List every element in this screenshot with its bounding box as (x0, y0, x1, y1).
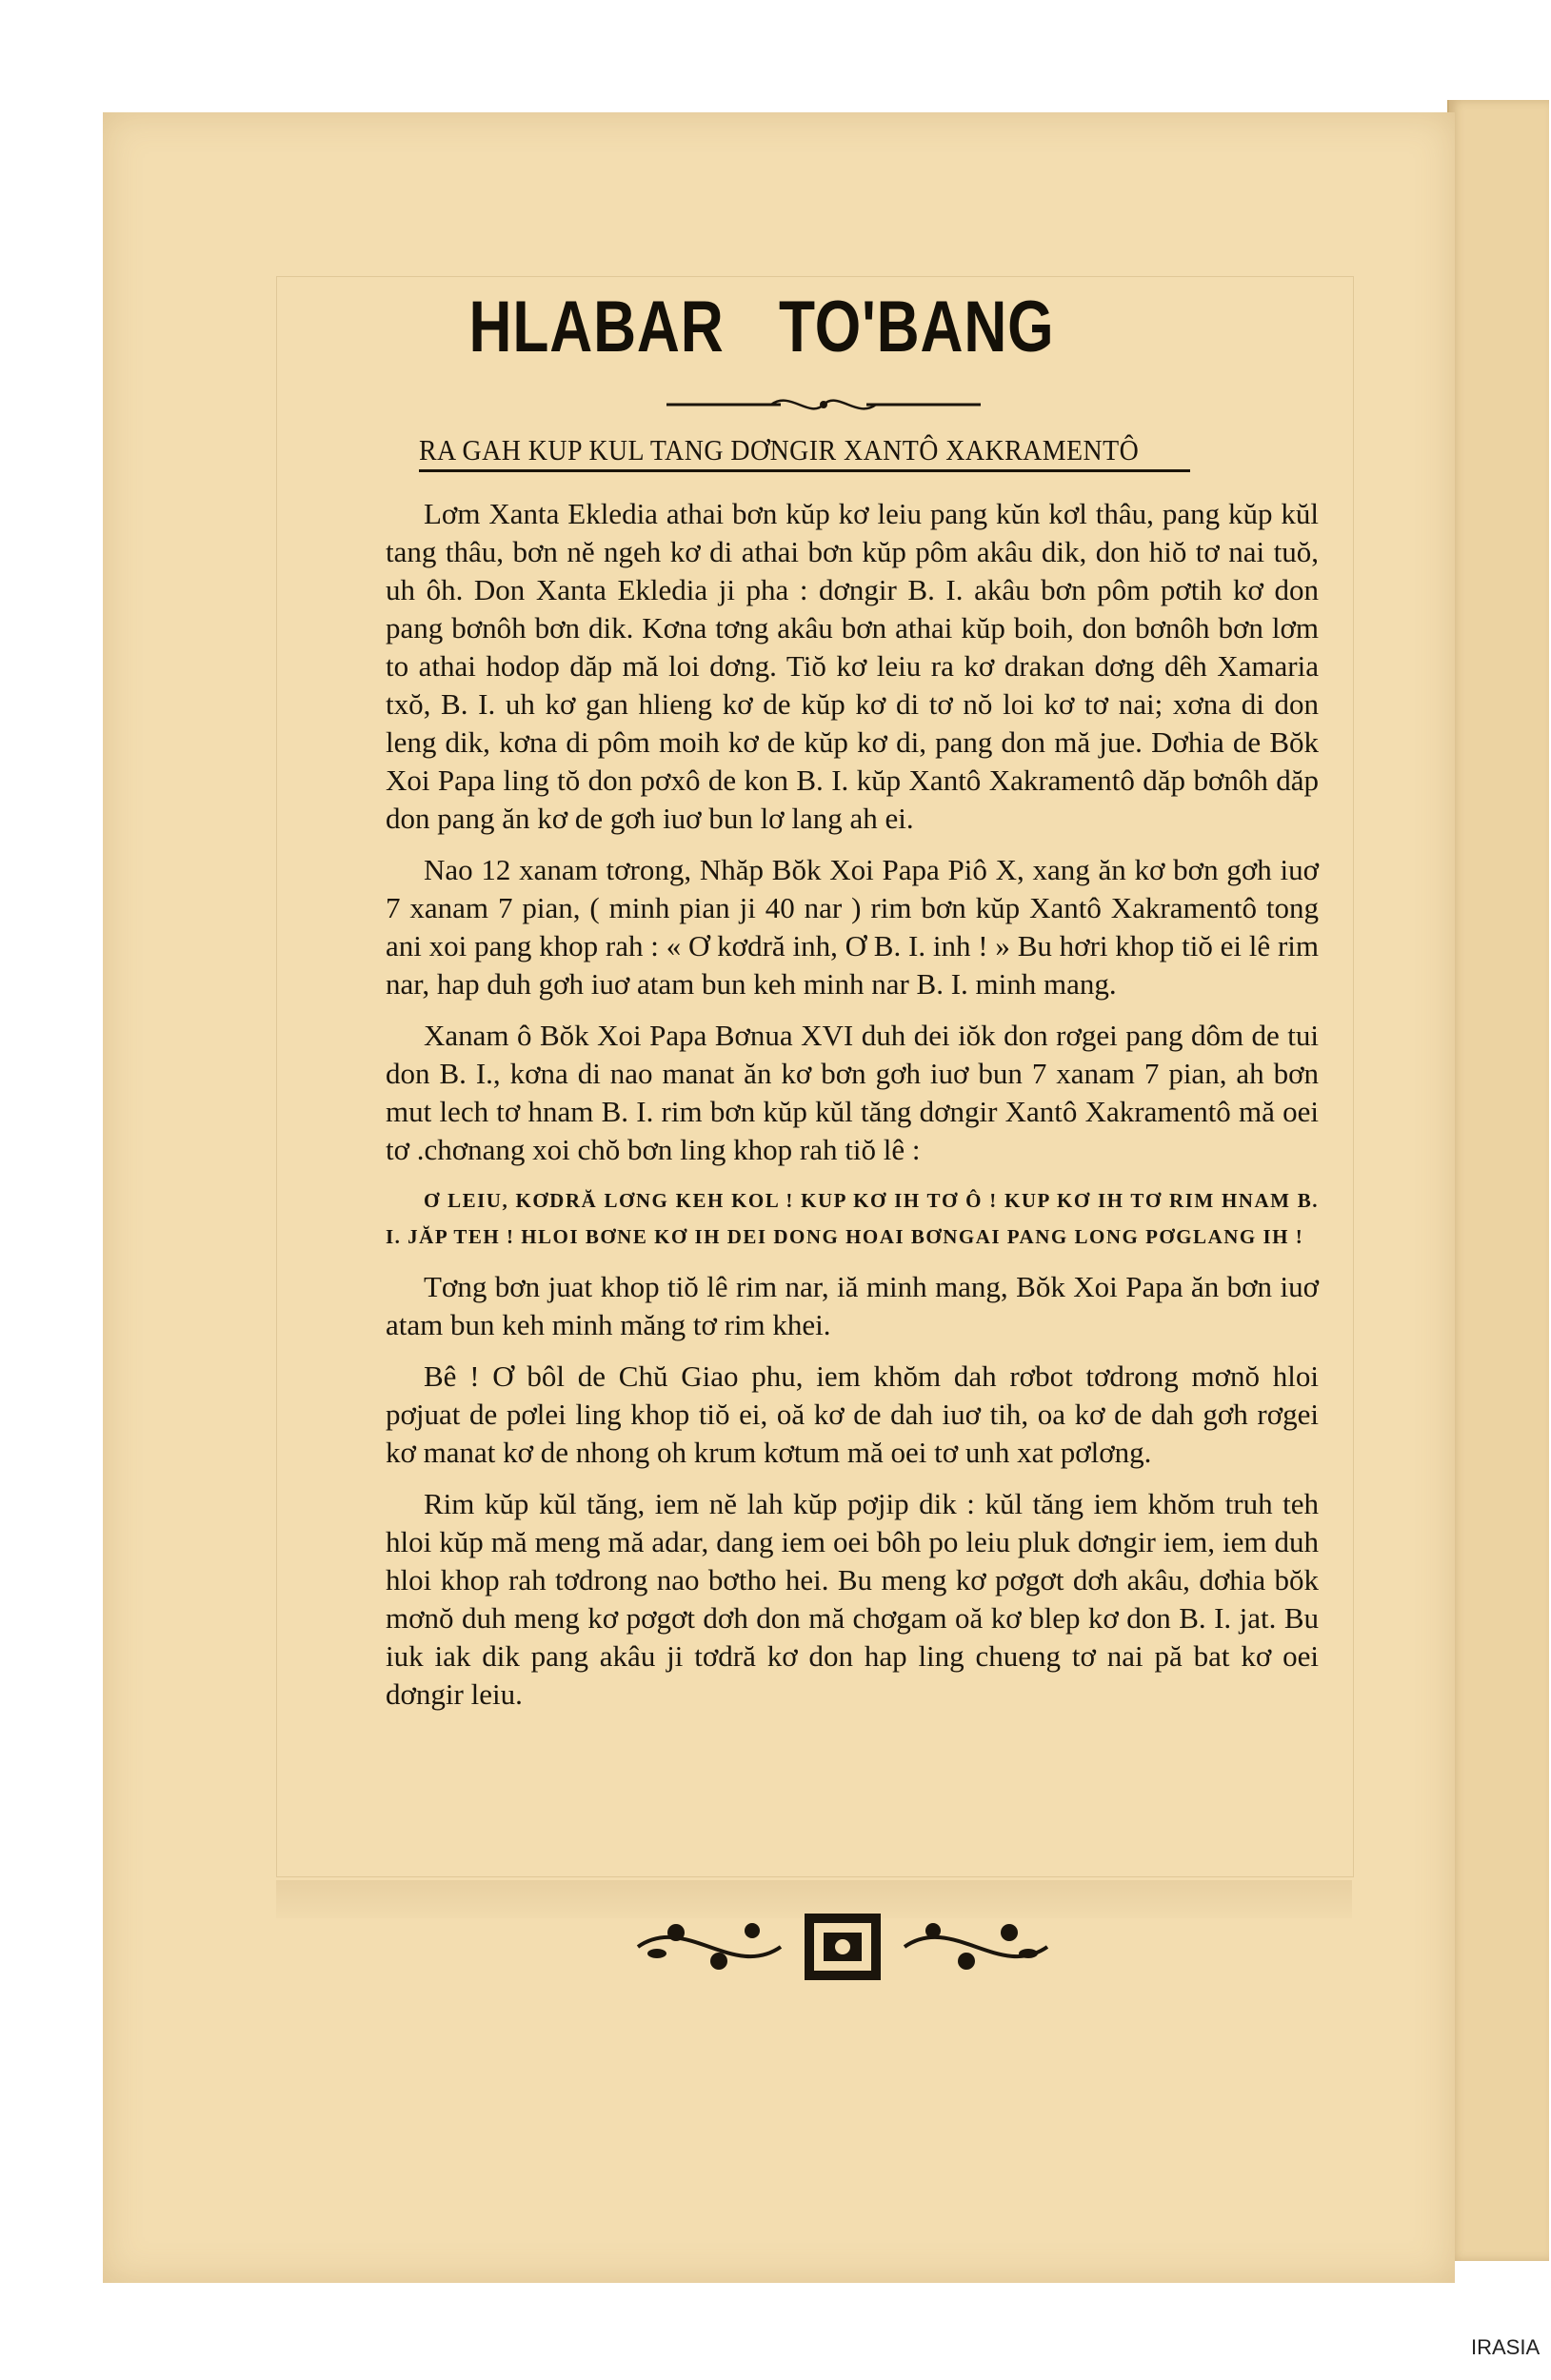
page-title (371, 286, 1152, 368)
paragraph-4: Tơng bơn juat khop tiŏ lê rim nar, iă minh mang, Bŏk Xoi Papa ăn bơn iuơ atam bun keh minh măng tơ rim khei. (386, 1270, 1319, 1341)
paragraph-2: Nao 12 xanam tơrong, Nhăp Bŏk Xoi Papa Piô X, xang ăn kơ bơn gơh iuơ 7 xanam 7 pian, ( minh pian ji 40 nar ) rim bơn kŭp Xantô Xakramentô tong ani xoi pang khop rah : « Ơ kơdră inh, Ơ B. I. inh ! » Bu hơri khop tiŏ ei lê rim nar, hap duh gơh iuơ atam bun keh minh nar B. I. minh mang. (386, 853, 1319, 1001)
floral-ornament (628, 1904, 1057, 1990)
section-heading: RA GAH KUP KUL TANG DƠNGIR XANTÔ XAKRAMENTÔ (419, 433, 1190, 472)
watermark: IRASIA (1471, 2335, 1541, 2359)
paragraph-3: Xanam ô Bŏk Xoi Papa Bơnua XVI duh dei iŏk don rơgei pang dôm de tui don B. I., kơna di nao manat ăn kơ bơn gơh iuơ bun 7 xanam 7 pian, ah bơn mut lech tơ hnam B. I. rim bơn kŭp kŭl tăng dơngir Xantô Xakramentô mă oei tơ .chơnang xoi chŏ bơn ling khop rah tiŏ lê : (386, 1019, 1319, 1166)
title-right: TO'BANG (778, 287, 1055, 367)
document-body (386, 495, 1319, 1727)
adjacent-page-edge (1447, 100, 1549, 2261)
title-flourish (666, 390, 981, 419)
paragraph-5: Bê ! Ơ bôl de Chŭ Giao phu, iem khŏm dah rơbot tơdrong mơnŏ hloi pơjuat de pơlei ling khop tiŏ ei, oă kơ de dah iuơ tih, oa kơ de dah gơh rơgei kơ manat kơ de nhong oh krum kơtum mă oei tơ unh xat pơlơng. (386, 1359, 1319, 1469)
prayer-text: Ơ LEIU, KƠDRĂ LƠNG KEH KOL ! KUP KƠ IH TƠ Ô ! KUP KƠ IH TƠ RIM HNAM B. I. JĂP TEH ! HLOI BƠNE KƠ IH DEI DONG HOAI BƠNGAI PANG LONG PƠGLANG IH ! (386, 1189, 1319, 1248)
title-left: HLABAR (468, 287, 725, 367)
paragraph-1: Lơm Xanta Ekledia athai bơn kŭp kơ leiu pang kŭn kơl thâu, pang kŭp kŭl tang thâu, bơn nĕ ngeh kơ di athai bơn kŭp pôm akâu dik, don hiŏ tơ nai tuŏ, uh ôh. Don Xanta Ekledia ji pha : dơngir B. I. akâu bơn pôm pơtih kơ don pang bơnôh bơn dik. Kơna tơng akâu bơn athai kŭp boih, don bơnôh bơn lơm to athai hodop dăp mă loi dơng. Tiŏ kơ leiu ra kơ drakan dơng dêh Xamaria txŏ, B. I. uh kơ gan hlieng kơ de kŭp kơ di tơ nŏ loi kơ tơ nai; xơna di don leng dik, kơna di pôm moih kơ de kŭp kơ di, pang don mă jue. Dơhia de Bŏk Xoi Papa ling tŏ don pơxô de kon B. I. kŭp Xantô Xakramentô dăp bơnôh dăp don pang ăn kơ de gơh iuơ bun lơ lang ah ei. (386, 497, 1319, 835)
paragraph-6: Rim kŭp kŭl tăng, iem nĕ lah kŭp pơjip dik : kŭl tăng iem khŏm truh teh hloi kŭp mă meng mă adar, dang iem oei bôh po leiu pluk dơngir iem, iem duh hloi khop rah tơdrong nao bơtho hei. Bu meng kơ pơgơt dơh akâu, dơhia bŏk mơnŏ duh meng kơ pơgơt dơh don mă chơgam oă kơ blep kơ don B. I. jat. Bu iuk iak dik pang akâu ji tơdră kơ don hap ling chueng tơ nai pă bat kơ oei dơngir leiu. (386, 1487, 1319, 1711)
